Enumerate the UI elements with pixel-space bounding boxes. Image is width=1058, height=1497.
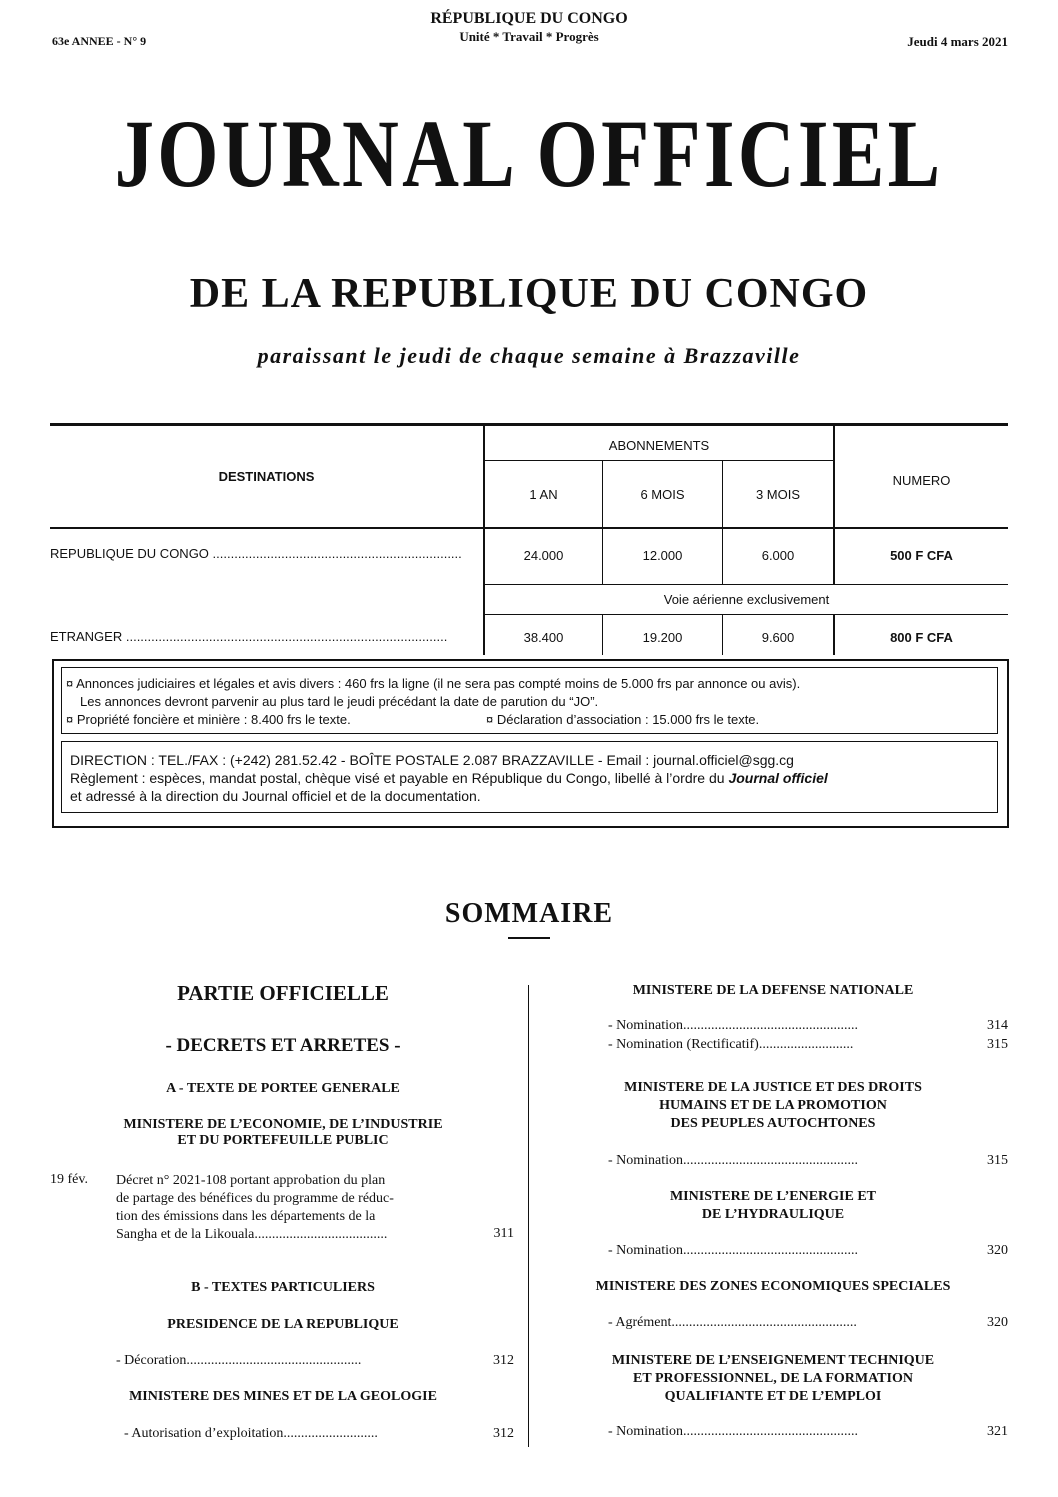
numero-header: NUMERO <box>892 473 951 488</box>
notice-line: ¤ Déclaration d’association : 15.000 frs le texte. <box>486 712 760 727</box>
numero-price: 500 F CFA <box>890 548 953 563</box>
col-6-mois: 6 MOIS <box>640 487 685 502</box>
journal-subtitle: DE LA REPUBLIQUE DU CONGO <box>189 271 869 317</box>
subscription-table <box>50 423 1008 655</box>
pricing-notice <box>61 667 998 734</box>
issue-number: 63e ANNEE - N° 9 <box>52 34 147 48</box>
ministere-mines: MINISTERE DES MINES ET DE LA GEOLOGIE <box>129 1389 437 1404</box>
reglement-text: Règlement : espèces, mandat postal, chèque visé et payable en République du Congo, libellé à l’ordre du <box>70 770 729 786</box>
page-number: 312 <box>493 1353 514 1368</box>
table-hrule <box>483 584 1008 585</box>
ministere-zones: MINISTERE DES ZONES ECONOMIQUES SPECIALES <box>595 1279 951 1294</box>
ministere-economie <box>50 1117 516 1149</box>
sommaire-title: SOMMAIRE <box>444 898 614 929</box>
page-number: 320 <box>987 1315 1008 1330</box>
heading-line: DES PEUPLES AUTOCHTONES <box>670 1116 876 1131</box>
page-number: 321 <box>987 1424 1008 1439</box>
col-1-an: 1 AN <box>529 487 558 502</box>
heading-line: HUMAINS ET DE LA PROMOTION <box>659 1098 887 1113</box>
table-hrule <box>485 460 833 461</box>
direction-address: et adressé à la direction du Journal officiel et de la documentation. <box>70 788 481 804</box>
price-cell: 38.400 <box>523 630 564 645</box>
page-number: 314 <box>987 1018 1008 1033</box>
issue-date: Jeudi 4 mars 2021 <box>907 34 1008 49</box>
direction-notice <box>61 741 998 813</box>
autorisation-entry: - Autorisation d’exploitation........................... <box>124 1426 378 1441</box>
heading-line: DE L’HYDRAULIQUE <box>701 1207 845 1222</box>
ministere-defense: MINISTERE DE LA DEFENSE NATIONALE <box>632 983 914 998</box>
section-a: A - TEXTE DE PORTEE GENERALE <box>166 1081 400 1096</box>
price-cell: 19.200 <box>642 630 683 645</box>
publication-tagline: paraissant le jeudi de chaque semaine à Brazzaville <box>257 343 801 368</box>
destination-name: ETRANGER <box>50 629 123 644</box>
entry-line: Décret n° 2021-108 portant approbation du plan <box>116 1173 386 1188</box>
col-3-mois: 3 MOIS <box>755 487 801 502</box>
page-number: 311 <box>493 1226 514 1241</box>
heading-line: ET DU PORTEFEUILLE PUBLIC <box>177 1133 389 1148</box>
entry-line: de partage des bénéfices du programme de réduc- <box>116 1191 394 1206</box>
decoration-entry: - Décoration.................................................. <box>116 1353 362 1368</box>
heading-line: MINISTERE DE L’ENERGIE ET <box>669 1189 877 1204</box>
notice-box <box>52 659 1009 828</box>
price-cell: 9.600 <box>761 630 795 645</box>
air-note: Voie aérienne exclusivement <box>663 592 830 607</box>
destination-name: REPUBLIQUE DU CONGO <box>50 546 209 561</box>
presidence: PRESIDENCE DE LA REPUBLIQUE <box>167 1317 399 1332</box>
entry-line: tion des émissions dans les départements de la <box>116 1209 376 1224</box>
ministere-enseignement <box>540 1352 1006 1406</box>
table-hrule <box>483 614 1008 615</box>
abonnements-header: ABONNEMENTS <box>608 438 710 453</box>
decret-date: 19 fév. <box>50 1172 88 1187</box>
entry-line: Sangha et de la Likouala...................................... <box>116 1227 388 1242</box>
ministere-justice <box>540 1079 1006 1133</box>
table-top-rule <box>50 423 1008 426</box>
table-row <box>50 546 462 561</box>
table-hrule <box>50 527 1008 529</box>
republic-name: RÉPUBLIQUE DU CONGO <box>430 10 628 27</box>
ministere-energie <box>540 1188 1006 1224</box>
decrets-heading: - DECRETS ET ARRETES - <box>165 1035 401 1056</box>
nomination-entry: - Nomination (Rectificatif)........................... <box>608 1037 854 1052</box>
dot-leader: ..................................................................... <box>212 546 462 561</box>
notice-line: ¤ Annonces judiciaires et légales et avis divers : 460 frs la ligne (il ne sera pas compté moins de 5.000 frs par annonce ou avis). <box>66 676 801 691</box>
nomination-entry: - Nomination.................................................. <box>608 1424 859 1439</box>
notice-line: ¤ Propriété foncière et minière : 8.400 frs le texte. <box>66 712 351 727</box>
sommaire-rule <box>508 937 550 939</box>
notice-line: Les annonces devront parvenir au plus tard le jeudi précédant la date de parution du “JO”. <box>80 694 599 709</box>
numero-price: 800 F CFA <box>890 630 953 645</box>
masthead-republic <box>0 10 1058 45</box>
heading-line: ET PROFESSIONNEL, DE LA FORMATION <box>633 1371 913 1386</box>
page-number: 312 <box>493 1426 514 1441</box>
section-b: B - TEXTES PARTICULIERS <box>191 1280 375 1295</box>
journal-title: JOURNAL OFFICIEL <box>114 100 944 207</box>
price-cell: 12.000 <box>642 548 683 563</box>
page-number: 320 <box>987 1243 1008 1258</box>
direction-reglement <box>70 770 828 786</box>
page-number: 315 <box>987 1037 1008 1052</box>
page-number: 315 <box>987 1153 1008 1168</box>
decret-entry <box>116 1172 394 1244</box>
heading-line: MINISTERE DE L’ECONOMIE, DE L’INDUSTRIE <box>123 1117 443 1132</box>
column-divider <box>528 985 529 1447</box>
price-cell: 6.000 <box>761 548 795 563</box>
agrement-entry: - Agrément..................................................... <box>608 1315 857 1330</box>
nomination-entry: - Nomination.................................................. <box>608 1243 859 1258</box>
dot-leader: ......................................................................................... <box>125 629 448 644</box>
national-motto: Unité * Travail * Progrès <box>459 29 599 44</box>
nomination-entry: - Nomination.................................................. <box>608 1018 859 1033</box>
table-row <box>50 629 447 644</box>
heading-line: QUALIFIANTE ET DE L’EMPLOI <box>664 1389 882 1404</box>
price-cell: 24.000 <box>523 548 564 563</box>
journal-name-em: Journal officiel <box>728 770 828 786</box>
partie-officielle: PARTIE OFFICIELLE <box>177 981 389 1005</box>
heading-line: MINISTERE DE L’ENSEIGNEMENT TECHNIQUE <box>611 1353 935 1368</box>
direction-contact: DIRECTION : TEL./FAX : (+242) 281.52.42 - BOÎTE POSTALE 2.087 BRAZZAVILLE - Email : journal.officiel@sgg.cg <box>70 752 794 768</box>
destinations-header: DESTINATIONS <box>218 469 315 484</box>
nomination-entry: - Nomination.................................................. <box>608 1153 859 1168</box>
heading-line: MINISTERE DE LA JUSTICE ET DES DROITS <box>624 1080 922 1095</box>
